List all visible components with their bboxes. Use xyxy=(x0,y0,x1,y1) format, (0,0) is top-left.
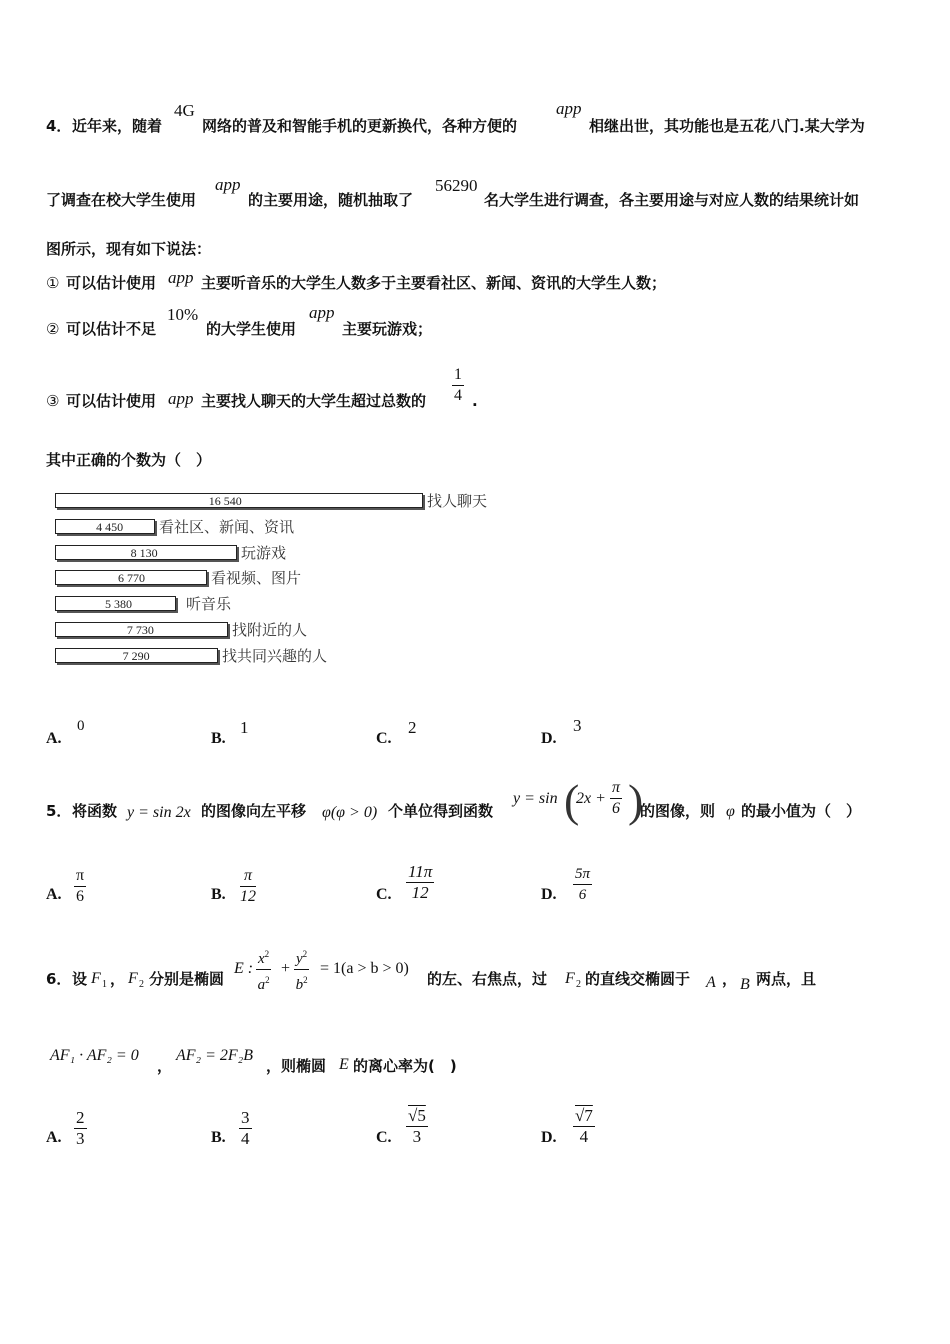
q5-option-a-den: 6 xyxy=(76,888,85,905)
q5-option-b-den: 12 xyxy=(240,888,256,905)
q6-text-6: ，则椭圆 xyxy=(266,1057,327,1075)
q6-option-d-num: √7 xyxy=(575,1106,593,1125)
q6-text-2: 分别是椭圆 xyxy=(149,970,225,988)
q5-option-a-num: π xyxy=(74,866,86,887)
statement-2-b: 的大学生使用 xyxy=(206,320,297,338)
q4-option-d-value: 3 xyxy=(573,716,582,735)
q4-option-b-label[interactable]: B. xyxy=(211,730,226,747)
fraction-one-quarter xyxy=(452,365,464,406)
q6-comma: ， xyxy=(110,970,126,988)
bar-value-label: 16 540 xyxy=(208,494,242,508)
q5-text-3: 个单位得到函数 xyxy=(388,802,494,820)
q4-option-d-label[interactable]: D. xyxy=(541,730,557,747)
q4-math-4g: 4G xyxy=(174,101,195,120)
q6-text-1: 设 xyxy=(72,970,88,988)
q4-math-app-2: app xyxy=(215,175,241,194)
q5-option-d-den: 6 xyxy=(578,887,587,903)
bar-category-label: 找共同兴趣的人 xyxy=(222,646,328,665)
statement-1-a: 可以估计使用 xyxy=(66,274,157,292)
bar-category-label: 找人聊天 xyxy=(427,492,488,510)
q6-option-b-den: 4 xyxy=(241,1129,250,1148)
q4-line2-a: 了调查在校大学生使用 xyxy=(46,191,197,209)
q5-option-c-label[interactable]: C. xyxy=(376,886,392,903)
q5-option-b-fraction xyxy=(240,866,256,907)
q6-f2-b: F xyxy=(565,970,575,987)
bar-value-label: 7 290 xyxy=(122,648,150,663)
right-paren: ) xyxy=(628,775,644,826)
q6-option-b-label[interactable]: B. xyxy=(211,1129,226,1146)
q4-option-c-label[interactable]: C. xyxy=(376,730,392,747)
q5-option-d-num: 5π xyxy=(573,864,592,885)
q6-comma-3: ， xyxy=(157,1057,173,1075)
q5-function-2-pre: y = sin xyxy=(513,790,558,807)
q6-option-d-den: 4 xyxy=(579,1127,589,1146)
a-var: a xyxy=(257,977,266,993)
q6-option-c-num: √5 xyxy=(408,1106,426,1125)
pi-numerator: π xyxy=(610,778,622,799)
y-var: y xyxy=(296,951,303,967)
statement-3-b: 主要找人聊天的大学生超过总数的 xyxy=(201,392,427,410)
q5-option-d-fraction xyxy=(573,864,592,905)
q5-option-c-den: 12 xyxy=(411,883,429,902)
q4-line1-a: 近年来，随着 xyxy=(72,117,163,135)
b-var: b xyxy=(295,977,304,993)
q6-eq-rest: = 1(a > b > 0) xyxy=(320,960,409,977)
statement-3-a: 可以估计使用 xyxy=(66,392,157,410)
q6-plus: + xyxy=(281,960,291,977)
statement-3-marker: ③ xyxy=(46,392,60,410)
q5-option-c-fraction xyxy=(406,862,434,903)
q6-e-colon: E : xyxy=(234,960,254,977)
a-square: 2 xyxy=(265,975,270,985)
usage-bar-chart xyxy=(45,485,515,690)
q6-option-c-label[interactable]: C. xyxy=(376,1129,392,1146)
q4-prompt: 其中正确的个数为（ ） xyxy=(46,451,212,469)
q4-math-app-4: app xyxy=(309,303,335,322)
q5-option-a-fraction xyxy=(74,866,86,907)
q5-text-5: 的最小值为（ ） xyxy=(741,802,862,820)
q6-f2-sub: 2 xyxy=(139,979,144,990)
q5-number: 5． xyxy=(46,802,72,820)
q6-condition-2: AF₂ = 2F₂B xyxy=(176,1047,254,1064)
fraction-numerator: 1 xyxy=(452,365,464,386)
bar-value-label: 7 730 xyxy=(126,623,154,637)
q6-option-b-fraction xyxy=(239,1108,252,1149)
y-square: 2 xyxy=(302,949,308,959)
q6-option-c-fraction xyxy=(406,1106,428,1147)
left-paren: ( xyxy=(564,775,580,826)
bar-category-label: 找附近的人 xyxy=(232,621,308,639)
q5-option-d-label[interactable]: D. xyxy=(541,886,557,903)
q4-math-10pct: 10% xyxy=(167,305,199,324)
q4-option-a-label[interactable]: A. xyxy=(46,730,62,747)
bar-value-label: 6 770 xyxy=(118,571,145,586)
q4-line1-c: 相继出世，其功能也是五花八门.某大学为 xyxy=(589,117,865,135)
q4-line2-b: 的主要用途，随机抽取了 xyxy=(248,191,414,209)
q6-f1-sub: 1 xyxy=(102,979,107,990)
q6-option-a-fraction xyxy=(74,1108,87,1149)
q5-option-b-label[interactable]: B. xyxy=(211,886,226,903)
bar-category-label: 玩游戏 xyxy=(241,543,287,562)
bar-value-label: 4 450 xyxy=(96,519,124,534)
q6-text-3: 的左、右焦点，过 xyxy=(427,970,548,988)
bar-category-label: 看社区、新闻、资讯 xyxy=(159,517,295,536)
q4-option-a-value: 0 xyxy=(77,718,85,734)
q6-option-a-num: 2 xyxy=(76,1108,85,1127)
x-var: x xyxy=(258,951,265,967)
q4-math-app-1: app xyxy=(556,99,582,118)
q6-text-4: 的直线交椭圆于 xyxy=(585,970,691,988)
q6-point-a: A xyxy=(706,974,716,991)
q6-comma-2: ， xyxy=(722,970,738,988)
q4-line3: 图所示，现有如下说法： xyxy=(46,240,212,258)
six-denominator: 6 xyxy=(612,800,620,817)
fraction-denominator: 4 xyxy=(454,387,462,404)
q6-condition-1: AF₁ · AF₂ = 0 xyxy=(50,1047,139,1064)
bar-value-label: 5 380 xyxy=(104,597,132,612)
b-square: 2 xyxy=(303,975,308,985)
x-square: 2 xyxy=(264,949,270,959)
q5-text-4: 的图像，则 xyxy=(640,802,716,820)
q6-b2 xyxy=(294,970,309,995)
q6-point-b: B xyxy=(740,976,750,993)
q6-number: 6． xyxy=(46,970,72,988)
q6-option-d-label[interactable]: D. xyxy=(541,1129,557,1146)
statement-2-marker: ② xyxy=(46,320,60,338)
q4-line2-c: 名大学生进行调查，各主要用途与对应人数的结果统计如 xyxy=(484,191,860,209)
q6-a2 xyxy=(256,970,271,995)
q6-x2 xyxy=(256,944,271,970)
q6-option-a-den: 3 xyxy=(76,1129,85,1148)
q5-function-2-inner: 2x + xyxy=(576,790,606,807)
q6-f2-b-sub: 2 xyxy=(576,979,581,990)
statement-1-b: 主要听音乐的大学生人数多于主要看社区、新闻、资讯的大学生人数； xyxy=(201,274,667,292)
q4-math-app-3: app xyxy=(168,268,194,287)
q4-math-56290: 56290 xyxy=(435,176,478,195)
q4-math-app-5: app xyxy=(168,389,194,408)
q6-f2: F xyxy=(128,970,138,987)
q6-y2-over-b2 xyxy=(294,944,309,995)
q5-option-c-num: 11π xyxy=(408,862,433,881)
q5-pi-over-6 xyxy=(610,778,622,819)
bar-category-label: 看视频、图片 xyxy=(211,569,302,588)
q4-option-c-value: 2 xyxy=(408,718,417,737)
q5-text-2: 的图像向左平移 xyxy=(201,802,307,820)
q6-option-a-label[interactable]: A. xyxy=(46,1129,62,1146)
q4-number: 4． xyxy=(46,117,72,135)
bar-category-label: 听音乐 xyxy=(186,595,232,614)
q5-option-a-label[interactable]: A. xyxy=(46,886,62,903)
statement-2-c: 主要玩游戏； xyxy=(342,320,433,338)
q6-f1: F xyxy=(91,970,101,987)
q5-shift: φ(φ > 0) xyxy=(322,804,378,821)
q5-text-1: 将函数 xyxy=(72,802,118,820)
q6-e: E xyxy=(339,1056,349,1073)
statement-2-a: 可以估计不足 xyxy=(66,320,157,338)
q4-line1-b: 网络的普及和智能手机的更新换代，各种方便的 xyxy=(202,117,518,135)
q6-y2 xyxy=(294,944,309,970)
statement-3-end: . xyxy=(472,392,478,410)
q6-text-7: 的离心率为( ) xyxy=(353,1057,457,1075)
statement-1-marker: ① xyxy=(46,274,60,292)
q6-option-b-num: 3 xyxy=(241,1108,250,1127)
q5-phi: φ xyxy=(726,803,735,820)
q5-option-b-num: π xyxy=(240,866,256,887)
q5-function-1: y = sin 2x xyxy=(127,804,191,821)
q6-option-d-fraction xyxy=(573,1106,595,1147)
q6-x2-over-a2 xyxy=(256,944,271,995)
q6-text-5: 两点，且 xyxy=(756,970,817,988)
bar-value-label: 8 130 xyxy=(130,545,158,560)
q6-option-c-den: 3 xyxy=(412,1127,422,1146)
q4-option-b-value: 1 xyxy=(240,718,249,737)
